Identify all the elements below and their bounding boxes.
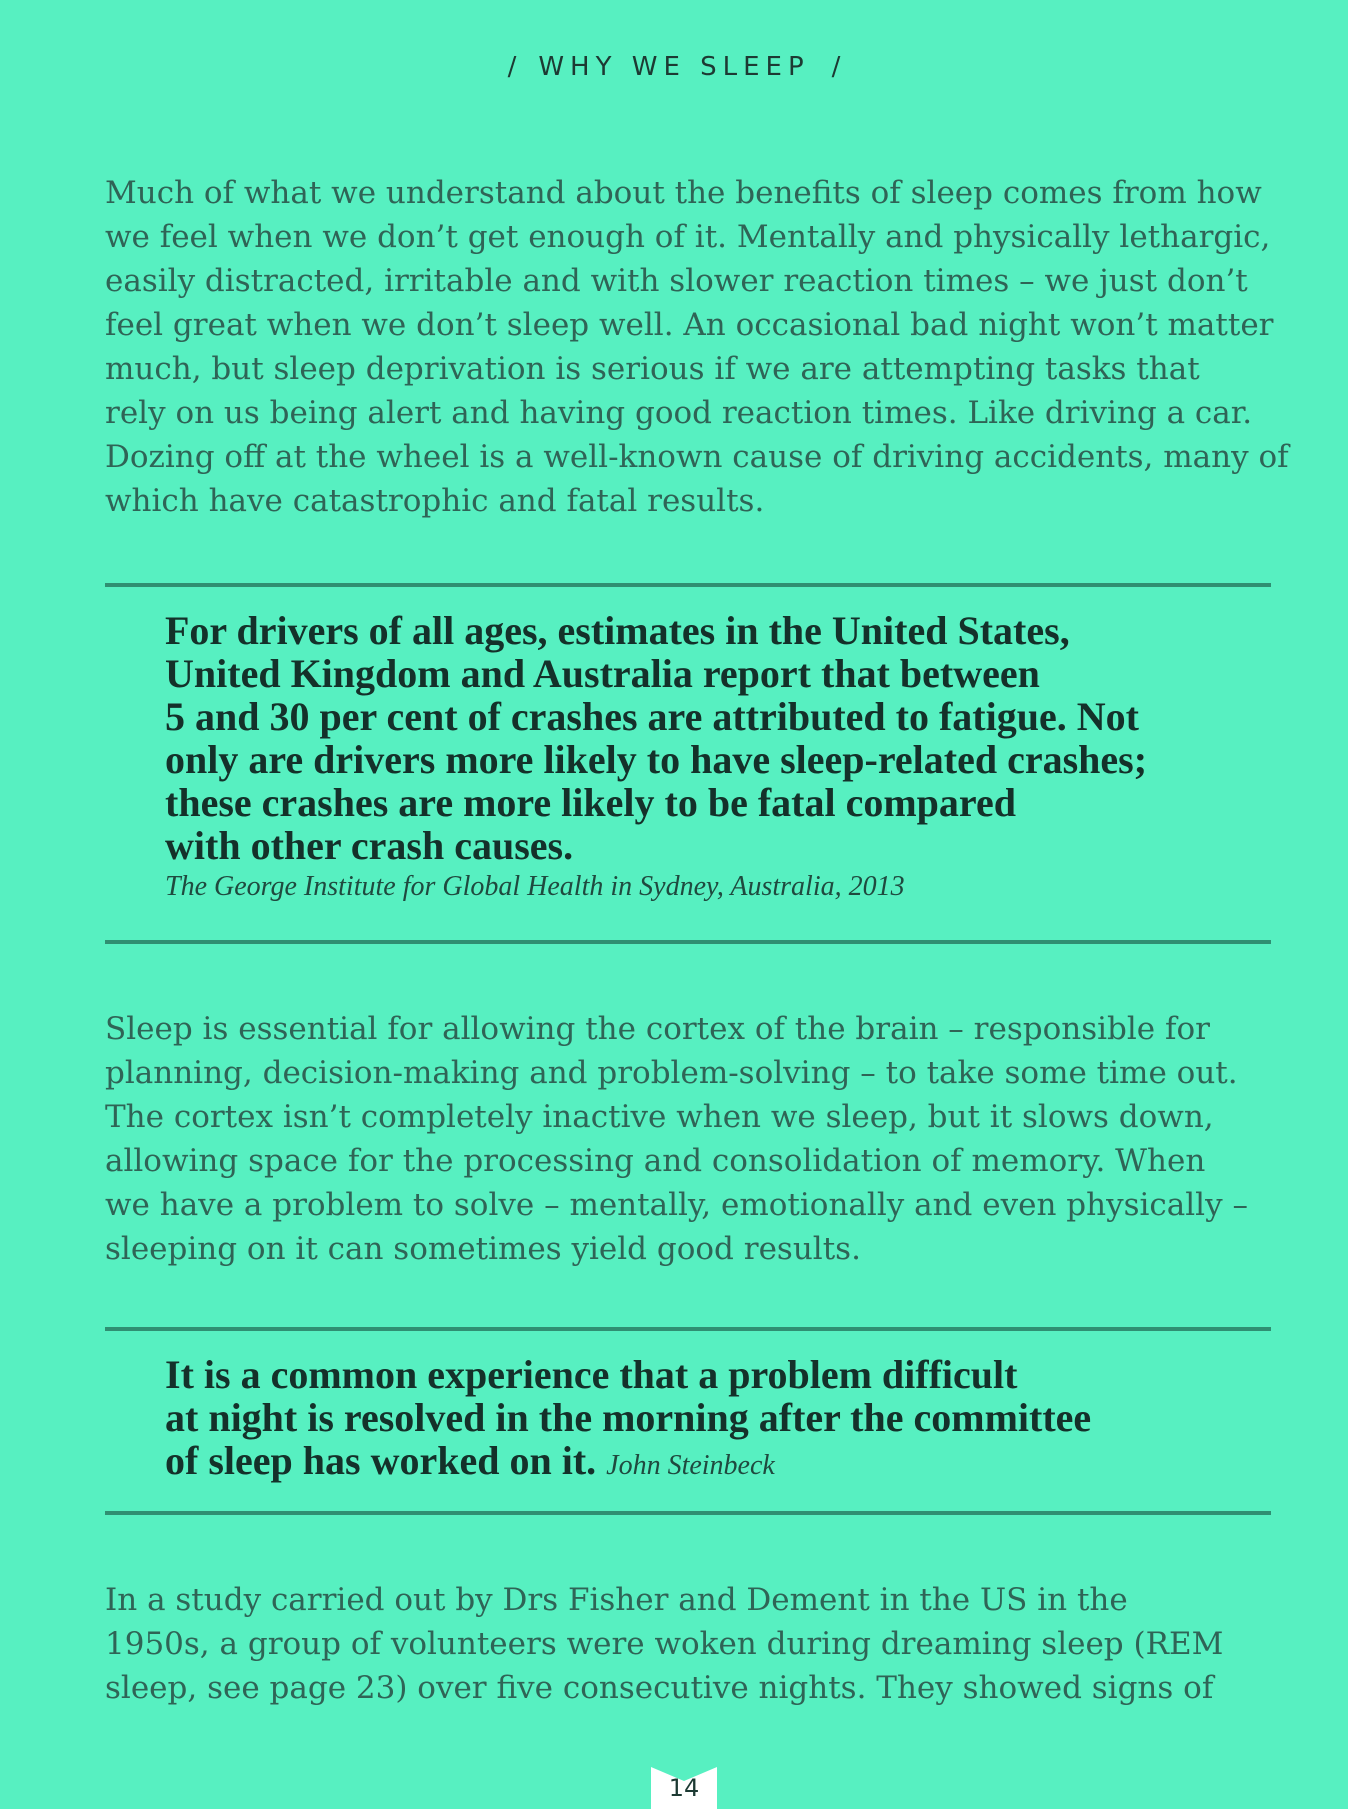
text-line: Sleep is essential for allowing the cortex of the brain – responsible for — [105, 1011, 1210, 1047]
text-line: sleep, see page 23) over five consecutive nights. They showed signs of — [105, 1670, 1214, 1706]
quote-line: United Kingdom and Australia report that between — [165, 651, 1040, 696]
text-line: allowing space for the processing and consolidation of memory. When — [105, 1143, 1206, 1179]
text-line: easily distracted, irritable and with slower reaction times – we just don’t — [105, 263, 1248, 299]
quote-attribution: John Steinbeck — [606, 1450, 775, 1481]
quote-line: at night is resolved in the morning after the committee — [165, 1395, 1092, 1440]
paragraph-study — [105, 1578, 1285, 1710]
divider-rule — [105, 583, 1271, 587]
pull-quote-drivers — [165, 609, 1245, 905]
page-number: 14 — [668, 1774, 700, 1802]
quote-line: 5 and 30 per cent of crashes are attributed to fatigue. Not — [165, 694, 1139, 739]
paragraph-sleep-benefits — [105, 171, 1289, 523]
header-title: WHY WE SLEEP — [538, 52, 810, 82]
running-header — [0, 52, 1348, 82]
paragraph-cortex — [105, 1007, 1285, 1271]
quote-line: For drivers of all ages, estimates in the United States, — [165, 608, 1070, 653]
divider-rule — [105, 940, 1271, 944]
text-line: much, but sleep deprivation is serious if we are attempting tasks that — [105, 351, 1200, 387]
pull-quote-steinbeck — [165, 1353, 1245, 1487]
quote-attribution: The George Institute for Global Health in Sydney, Australia, 2013 — [165, 871, 905, 902]
text-line: we have a problem to solve – mentally, emotionally and even physically – — [105, 1187, 1248, 1223]
divider-rule — [105, 1327, 1271, 1331]
text-line: which have catastrophic and fatal results. — [105, 483, 765, 519]
text-line: feel great when we don’t sleep well. An occasional bad night won’t matter — [105, 307, 1274, 343]
header-slash-right: / — [831, 52, 841, 82]
quote-line: of sleep has worked on it. — [165, 1438, 597, 1483]
text-line: The cortex isn’t completely inactive when we sleep, but it slows down, — [105, 1099, 1214, 1135]
quote-line-with-attribution — [165, 1439, 1245, 1487]
quote-line: It is a common experience that a problem difficult — [165, 1352, 1018, 1397]
text-line: Dozing off at the wheel is a well-known cause of driving accidents, many of — [105, 439, 1289, 475]
text-line: planning, decision-making and problem-solving – to take some time out. — [105, 1055, 1238, 1091]
quote-line: these crashes are more likely to be fatal compared — [165, 780, 1016, 825]
text-line: Much of what we understand about the benefits of sleep comes from how — [105, 175, 1262, 211]
text-line: In a study carried out by Drs Fisher and Dement in the US in the — [105, 1582, 1128, 1618]
divider-rule — [105, 1511, 1271, 1515]
text-line: 1950s, a group of volunteers were woken during dreaming sleep (REM — [105, 1626, 1224, 1662]
quote-line: with other crash causes. — [165, 823, 574, 868]
text-line: rely on us being alert and having good reaction times. Like driving a car. — [105, 395, 1253, 431]
quote-line: only are drivers more likely to have sleep-related crashes; — [165, 737, 1148, 782]
text-line: we feel when we don’t get enough of it. Mentally and physically lethargic, — [105, 219, 1271, 255]
text-line: sleeping on it can sometimes yield good results. — [105, 1231, 861, 1267]
header-slash-left: / — [507, 52, 517, 82]
